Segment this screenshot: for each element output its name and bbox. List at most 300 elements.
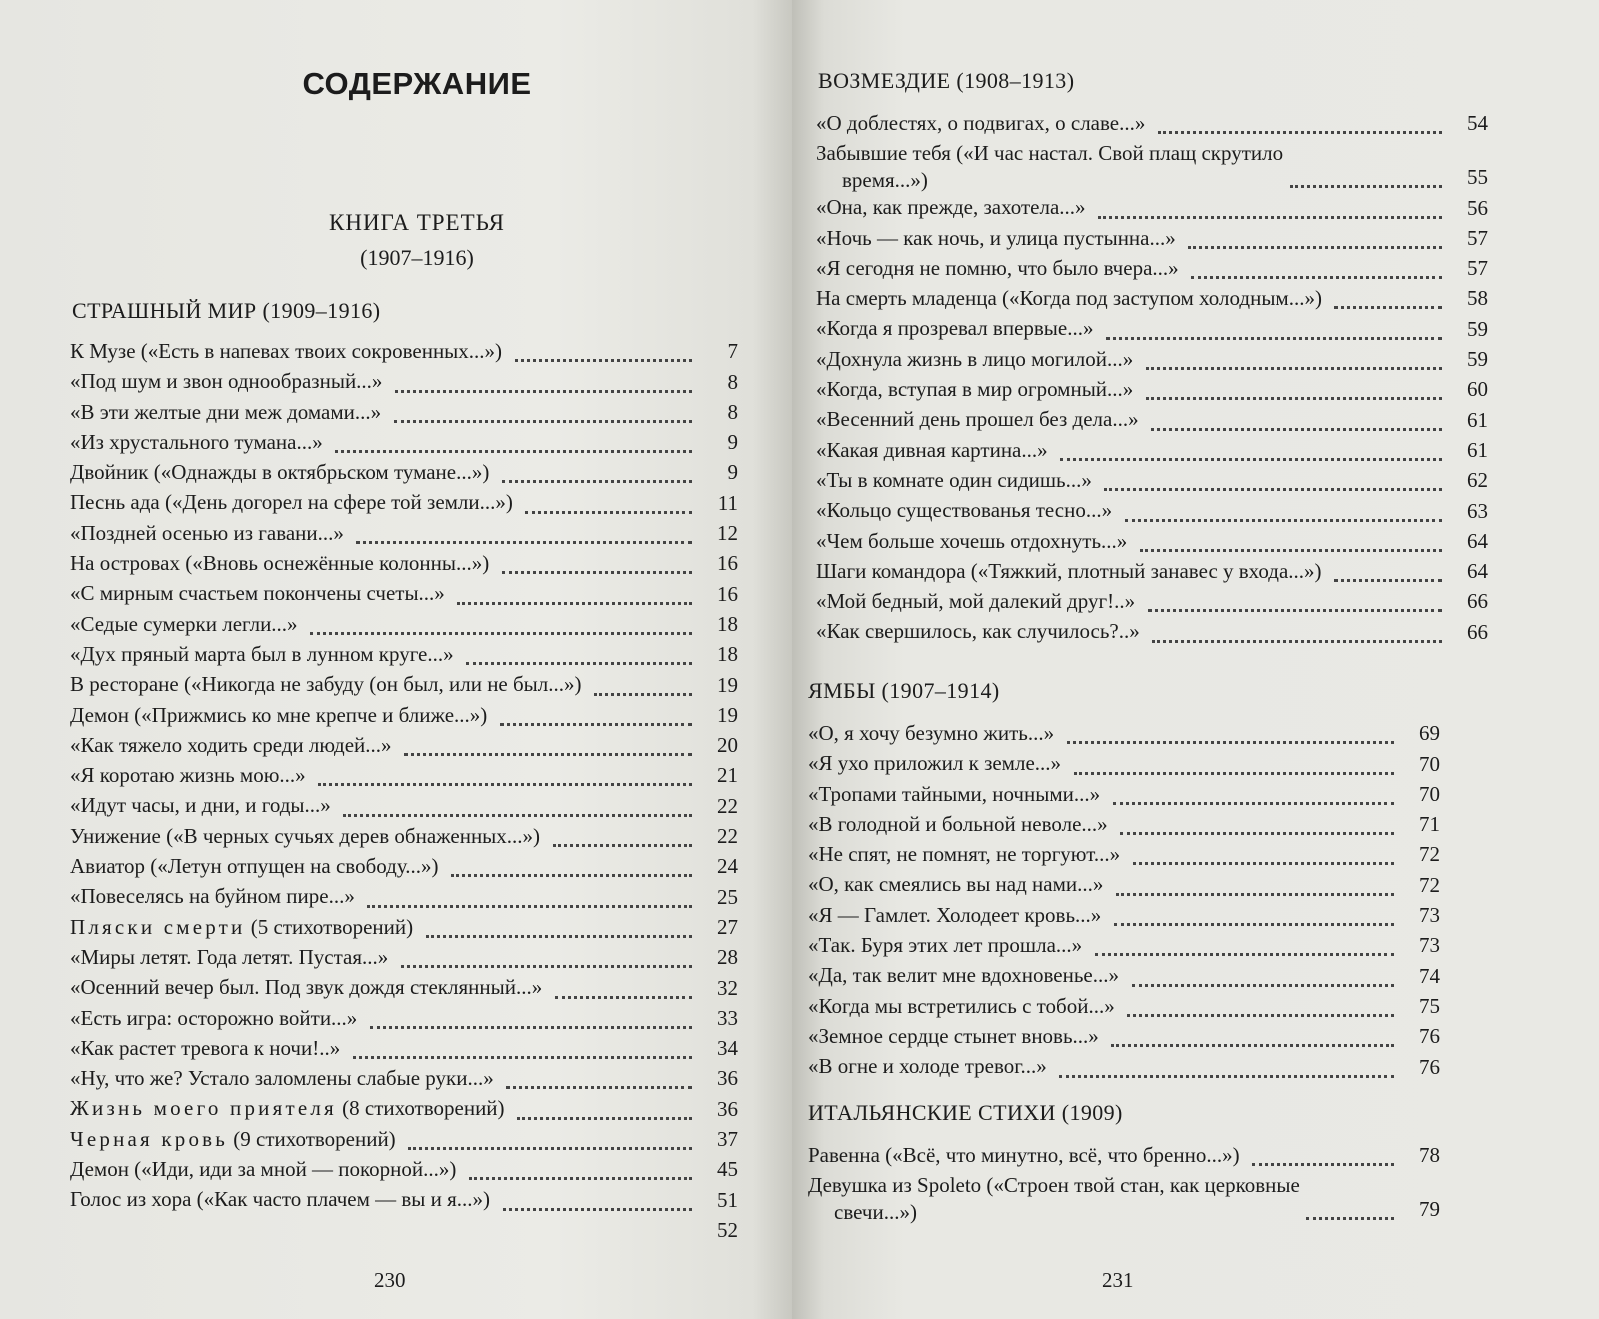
toc-entry-title-text: «Мой бедный, мой далекий друг!..»	[816, 589, 1136, 614]
dot-leader	[401, 964, 692, 968]
toc-list-left	[70, 336, 738, 1245]
dot-leader	[1067, 740, 1394, 744]
toc-entry-title-text: «Земное сердце стынет вновь...»	[808, 1023, 1099, 1048]
dot-leader	[1252, 1162, 1394, 1166]
dot-leader	[1095, 952, 1394, 956]
toc-entry	[816, 616, 1488, 646]
book-years: (1907–1916)	[360, 245, 474, 270]
toc-entry	[70, 1003, 738, 1033]
toc-entry-page: 16	[717, 551, 738, 576]
page-number-right: 231	[1102, 1268, 1134, 1292]
toc-entry	[808, 991, 1440, 1021]
toc-entry-page: 59	[1467, 316, 1488, 341]
toc-entry-title-text: «Тропами тайными, ночными...»	[808, 781, 1101, 806]
toc-entry	[808, 839, 1440, 869]
toc-entry-page: 8	[727, 399, 738, 424]
toc-entry	[70, 609, 738, 639]
toc-entry-title-text: «Я сегодня не помню, что было вчера...»	[816, 255, 1179, 280]
dot-leader	[1152, 639, 1442, 643]
toc-entry	[70, 639, 738, 669]
toc-entry-title-text: «Из хрустального тумана...»	[70, 429, 323, 454]
toc-entry-title	[816, 374, 1139, 404]
dot-leader	[506, 1085, 692, 1089]
toc-entry-title-text: Девушка из Spoleto («Строен твой стан, как церковные	[808, 1173, 1300, 1198]
toc-entry-title	[816, 223, 1182, 253]
toc-entry-title-text: «Дохнула жизнь в лицо могилой...»	[816, 346, 1134, 371]
toc-entry-title	[70, 639, 460, 669]
toc-entry-page: 8	[727, 369, 738, 394]
toc-entry-title-text: К Музе («Есть в напевах твоих сокровенных...»)	[70, 339, 503, 363]
toc-entry	[816, 374, 1488, 404]
toc-entry-page: 73	[1419, 933, 1440, 958]
toc-entry-page: 9	[727, 430, 738, 455]
toc-entry	[70, 397, 738, 427]
dot-leader	[502, 479, 692, 483]
dot-leader	[515, 358, 692, 362]
toc-entry-page: 19	[717, 702, 738, 727]
toc-entry-title	[70, 972, 548, 1002]
dot-leader	[356, 540, 692, 544]
toc-entry-page: 63	[1467, 498, 1488, 523]
toc-entry	[816, 465, 1488, 495]
toc-entry	[70, 1093, 738, 1123]
toc-entry-page: 19	[717, 672, 738, 697]
toc-entry	[816, 526, 1488, 556]
toc-entry-page: 72	[1419, 872, 1440, 897]
dot-leader	[457, 601, 692, 605]
toc-entry-title-text: Голос из хора («Как часто плачем — вы и я...»)	[70, 1187, 491, 1212]
toc-entry-title-text: «Чем больше хочешь отдохнуть...»	[816, 528, 1128, 553]
dot-leader	[1188, 245, 1442, 249]
cycle-count: (8 стихотворений)	[336, 1096, 505, 1121]
toc-entry-title-text: «Когда я прозревал впервые...»	[816, 316, 1094, 341]
dot-leader	[1113, 801, 1394, 805]
toc-entry-title	[816, 313, 1100, 343]
toc-entry-title	[70, 760, 312, 790]
toc-entry-title	[808, 809, 1114, 839]
toc-entry	[816, 556, 1488, 586]
toc-entry-page: 72	[1419, 842, 1440, 867]
toc-entry-page: 27	[717, 914, 738, 939]
toc-entry-title	[808, 779, 1106, 809]
dot-leader	[503, 1207, 692, 1211]
toc-entry-title	[808, 1021, 1105, 1051]
toc-entry-title-text: «Повеселясь на буйном пире...»	[70, 884, 355, 909]
toc-entry-page: 69	[1419, 721, 1440, 746]
toc-entry-page: 66	[1467, 619, 1488, 644]
toc-entry-page: 73	[1419, 903, 1440, 928]
dot-leader	[310, 631, 692, 635]
toc-entry-title-text: «Как растет тревога к ночи!..»	[70, 1035, 341, 1060]
toc-entry-title	[70, 427, 329, 457]
toc-entry-title-text: «Ты в комнате один сидишь...»	[816, 467, 1092, 492]
toc-entry-title-text: Авиатор («Летун отпущен на свободу...»)	[70, 854, 439, 879]
toc-entry-title	[70, 1003, 363, 1033]
toc-entry	[808, 748, 1440, 778]
toc-entry-title-text: «В голодной и больной неволе...»	[808, 811, 1108, 836]
toc-entry-page: 64	[1467, 559, 1488, 584]
toc-entry-page: 20	[717, 733, 738, 758]
toc-entry	[816, 108, 1488, 138]
toc-entry-title	[816, 404, 1145, 434]
toc-entry-title	[816, 192, 1092, 222]
dot-leader	[466, 661, 692, 665]
toc-entry-title-text: «Кольцо существованья тесно...»	[816, 498, 1113, 523]
toc-entry-page: 7	[727, 339, 738, 364]
toc-entry	[808, 1140, 1440, 1170]
dot-leader	[370, 1025, 692, 1029]
toc-entry-title	[808, 930, 1088, 960]
dot-leader	[451, 873, 692, 877]
dot-leader	[343, 813, 692, 817]
toc-entry	[70, 1184, 738, 1214]
toc-entry-title	[808, 900, 1107, 930]
toc-entry-page: 79	[1419, 1197, 1440, 1222]
toc-entry-title	[808, 1170, 1306, 1224]
toc-entry-page: 52	[717, 1217, 738, 1242]
toc-entry-title-text: «Какая дивная картина...»	[816, 437, 1048, 462]
toc-entry-page: 64	[1467, 528, 1488, 553]
toc-entry-page: 18	[717, 642, 738, 667]
dot-leader	[367, 904, 692, 908]
toc-entry-title-text: Забывшие тебя («И час настал. Свой плащ скрутило	[816, 141, 1284, 166]
toc-entry-title	[70, 821, 546, 851]
toc-entry-title-text: «Ночь — как ночь, и улица пустынна...»	[816, 225, 1176, 250]
dot-leader	[1059, 1074, 1394, 1078]
toc-entry-page: 61	[1467, 437, 1488, 462]
toc-entry	[808, 1021, 1440, 1051]
toc-entry-title	[70, 336, 508, 366]
toc-entry-title	[816, 465, 1098, 495]
toc-entry-title-text: «Когда, вступая в мир огромный...»	[816, 377, 1134, 402]
dot-leader	[517, 1116, 692, 1120]
toc-entry-page: 22	[717, 793, 738, 818]
toc-entry-page: 9	[727, 460, 738, 485]
toc-entry-title	[70, 851, 444, 881]
toc-entry-title-text: «Идут часы, и дни, и годы...»	[70, 793, 331, 818]
toc-entry-title-text: Двойник («Однажды в октябрьском тумане...»)	[70, 460, 490, 485]
toc-entry-title	[70, 578, 451, 608]
toc-entry	[70, 1063, 738, 1093]
toc-entry-title-text: В ресторане («Никогда не забуду (он был, или не был...»)	[70, 672, 582, 697]
toc-entry	[70, 336, 738, 366]
toc-entry	[808, 1170, 1440, 1224]
toc-entry-page: 51	[717, 1187, 738, 1212]
toc-entry-title	[816, 526, 1133, 556]
toc-entry-page: 76	[1419, 1024, 1440, 1049]
toc-entry-title-text: «О доблестях, о подвигах, о славе...»	[816, 111, 1146, 135]
toc-list	[816, 108, 1488, 647]
dot-leader	[1146, 396, 1442, 400]
toc-entry-page: 60	[1467, 377, 1488, 402]
dot-leader	[1191, 275, 1442, 279]
toc-entry-page: 34	[717, 1036, 738, 1061]
toc-entry-title-text: «С мирным счастьем покончены счеты...»	[70, 581, 445, 606]
toc-entry	[70, 730, 738, 760]
toc-entry-page: 66	[1467, 589, 1488, 614]
toc-entry-title-text: Равенна («Всё, что минутно, всё, что бренно...»)	[808, 1143, 1240, 1167]
cycle-title: Жизнь моего приятеля	[70, 1096, 337, 1121]
toc-entry-title-text: «Не спят, не помнят, не торгуют...»	[808, 842, 1121, 867]
toc-entry-title-text: «Ну, что же? Устало заломлены слабые руки...»	[70, 1066, 494, 1091]
toc-entry	[70, 1154, 738, 1184]
toc-entry-title	[70, 518, 350, 548]
toc-entry-title-text: «Дух пряный марта был в лунном круге...»	[70, 641, 454, 666]
dot-leader	[1114, 922, 1394, 926]
toc-entry	[816, 192, 1488, 222]
toc-entry	[70, 821, 738, 851]
dot-leader	[469, 1176, 692, 1180]
toc-entry	[70, 457, 738, 487]
dot-leader	[353, 1055, 692, 1059]
toc-entry-title-text: «О, я хочу безумно жить...»	[808, 721, 1055, 745]
toc-entry	[70, 518, 738, 548]
toc-entry-title-text: На смерть младенца («Когда под заступом холодным...»)	[816, 286, 1322, 311]
toc-entry-title-text: «О, как смеялись вы над нами...»	[808, 872, 1104, 897]
toc-list	[808, 1140, 1440, 1224]
toc-entry-title	[808, 748, 1067, 778]
dot-leader	[1334, 305, 1442, 309]
toc-entry-title	[70, 1063, 500, 1093]
page-number-left: 230	[374, 1268, 406, 1292]
dot-leader	[1060, 457, 1442, 461]
toc-entry-title	[70, 790, 337, 820]
toc-entry-title	[816, 495, 1118, 525]
toc-entry-title	[816, 344, 1139, 374]
toc-entry-title	[70, 487, 519, 517]
toc-entry-title	[70, 881, 361, 911]
toc-entry	[70, 548, 738, 578]
toc-entry-title	[808, 869, 1109, 899]
toc-entry	[808, 930, 1440, 960]
contents-heading: СОДЕРЖАНИЕ	[302, 66, 532, 101]
toc-entry	[70, 700, 738, 730]
dot-leader	[1074, 771, 1394, 775]
toc-entry-page: 70	[1419, 751, 1440, 776]
dot-leader	[1127, 1013, 1394, 1017]
toc-entry-title-text: «Да, так велит мне вдохновенье...»	[808, 963, 1120, 988]
toc-entry-page: 37	[717, 1127, 738, 1152]
dot-leader	[525, 510, 692, 514]
cycle-count: (5 стихотворений)	[245, 914, 414, 939]
dot-leader	[1290, 184, 1442, 188]
toc-entry-title-continued: свечи...»)	[834, 1200, 917, 1225]
dot-leader	[1146, 366, 1442, 370]
toc-entry-page: 45	[717, 1157, 738, 1182]
toc-entry-title	[70, 609, 304, 639]
toc-entry	[70, 1033, 738, 1063]
toc-entry	[816, 586, 1488, 616]
section-title: ИТАЛЬЯНСКИЕ СТИХИ (1909)	[808, 1100, 1123, 1125]
toc-entry	[70, 487, 738, 517]
toc-entry-page: 18	[717, 611, 738, 636]
dot-leader	[1158, 130, 1442, 134]
toc-entry-title	[816, 616, 1146, 646]
toc-entry	[70, 366, 738, 396]
toc-entry-page: 70	[1419, 781, 1440, 806]
toc-entry-title	[70, 700, 493, 730]
toc-entry	[70, 760, 738, 790]
toc-entry-page: 28	[717, 945, 738, 970]
toc-entry-title	[816, 586, 1141, 616]
toc-entry	[808, 809, 1440, 839]
toc-entry	[808, 779, 1440, 809]
toc-entry-page: 76	[1419, 1054, 1440, 1079]
toc-entry-title	[70, 1033, 346, 1063]
toc-list	[808, 718, 1440, 1082]
toc-entry-page: 36	[717, 1066, 738, 1091]
toc-entry	[70, 912, 738, 942]
toc-entry	[70, 578, 738, 608]
toc-entry-title-text: «Седые сумерки легли...»	[70, 611, 298, 636]
toc-entry	[808, 1051, 1440, 1081]
toc-entry-title	[70, 1184, 496, 1214]
dot-leader	[404, 752, 692, 756]
toc-entry-title-text: «В огне и холоде тревог...»	[808, 1054, 1047, 1079]
toc-entry-title-text: «Я — Гамлет. Холодеет кровь...»	[808, 902, 1102, 927]
toc-entry-title	[808, 960, 1125, 990]
toc-entry-page: 12	[717, 521, 738, 546]
toc-entry	[70, 669, 738, 699]
toc-entry-title-text: «Миры летят. Года летят. Пустая...»	[70, 944, 389, 969]
dot-leader	[1132, 983, 1394, 987]
toc-entry-title-text: На островах («Вновь оснежённые колонны...»)	[70, 551, 490, 576]
toc-entry-title	[70, 548, 495, 578]
toc-entry-title	[70, 730, 398, 760]
toc-entry-title	[816, 138, 1289, 192]
toc-entry-title-text: «Как тяжело ходить среди людей...»	[70, 732, 392, 757]
toc-entry-title	[70, 1124, 402, 1154]
dot-leader	[408, 1146, 692, 1150]
toc-entry-page: 36	[717, 1096, 738, 1121]
toc-entry-page: 78	[1419, 1143, 1440, 1168]
toc-entry-title	[70, 942, 394, 972]
dot-leader	[1104, 487, 1442, 491]
toc-entry	[70, 972, 738, 1002]
toc-entry-title-text: «Весенний день прошел без дела...»	[816, 407, 1139, 432]
toc-entry	[70, 1124, 738, 1154]
toc-entry	[816, 283, 1488, 313]
toc-entry-title	[816, 108, 1151, 138]
toc-entry-title	[70, 1154, 462, 1184]
book-title: КНИГА ТРЕТЬЯ	[329, 210, 505, 235]
toc-entry	[808, 869, 1440, 899]
toc-entry-page: 62	[1467, 468, 1488, 493]
toc-entry-title-text: Демон («Иди, иди за мной — покорной...»)	[70, 1157, 457, 1182]
dot-leader	[1133, 861, 1394, 865]
toc-entry	[816, 313, 1488, 343]
toc-entry	[816, 223, 1488, 253]
toc-entry-title	[808, 1140, 1246, 1170]
toc-entry-page: 71	[1419, 812, 1440, 837]
toc-entry-title-text: Демон («Прижмись ко мне крепче и ближе...»)	[70, 702, 488, 727]
toc-entry-title-text: «Осенний вечер был. Под звук дождя стеклянный...»	[70, 975, 543, 1000]
toc-entry-title-text: «Под шум и звон однообразный...»	[70, 369, 383, 394]
dot-leader	[1148, 608, 1442, 612]
toc-entry-title	[70, 669, 588, 699]
dot-leader	[1334, 578, 1442, 582]
toc-entry-title	[816, 556, 1328, 586]
dot-leader	[318, 782, 692, 786]
toc-entry-page: 61	[1467, 407, 1488, 432]
toc-entry-page: 55	[1467, 165, 1488, 190]
toc-entry-page: 24	[717, 854, 738, 879]
toc-entry	[816, 495, 1488, 525]
toc-entry	[70, 790, 738, 820]
toc-entry-title	[808, 1051, 1053, 1081]
toc-entry-page: 25	[717, 884, 738, 909]
dot-leader	[1116, 892, 1394, 896]
dot-leader	[1140, 548, 1442, 552]
toc-entry-page: 22	[717, 824, 738, 849]
toc-entry	[816, 404, 1488, 434]
toc-entry	[70, 851, 738, 881]
toc-entry	[808, 960, 1440, 990]
toc-entry-title	[816, 283, 1328, 313]
toc-entry-page: 56	[1467, 195, 1488, 220]
dot-leader	[1125, 518, 1442, 522]
toc-entry	[816, 344, 1488, 374]
toc-entry-title-text: «Я коротаю жизнь мою...»	[70, 763, 306, 788]
toc-entry-page: 57	[1467, 225, 1488, 250]
toc-entry-title-text: Шаги командора («Тяжкий, плотный занавес у входа...»)	[816, 558, 1322, 583]
toc-entry	[70, 942, 738, 972]
toc-entry-title	[816, 253, 1185, 283]
toc-entry	[816, 138, 1488, 192]
right-page	[792, 0, 1599, 1319]
toc-entry-title-text: «Есть игра: осторожно войти...»	[70, 1005, 358, 1030]
toc-entry	[70, 881, 738, 911]
dot-leader	[1106, 336, 1442, 340]
toc-entry-title-text: «Как свершилось, как случилось?..»	[816, 619, 1140, 644]
toc-entry-title	[808, 839, 1126, 869]
toc-entry-page: 54	[1467, 111, 1488, 136]
toc-entry-title	[70, 366, 388, 396]
dot-leader	[1151, 427, 1442, 431]
section-title: ВОЗМЕЗДИЕ (1908–1913)	[818, 68, 1075, 93]
toc-entry-page: 57	[1467, 256, 1488, 281]
dot-leader	[553, 843, 692, 847]
toc-entry-title	[808, 991, 1121, 1021]
toc-entry-page: 11	[717, 490, 738, 515]
dot-leader	[555, 995, 692, 999]
toc-entry-title	[808, 718, 1060, 748]
left-page	[0, 0, 792, 1319]
dot-leader	[394, 419, 692, 423]
toc-entry	[816, 253, 1488, 283]
toc-entry-page: 32	[717, 975, 738, 1000]
toc-entry-page: 75	[1419, 993, 1440, 1018]
dot-leader	[1111, 1043, 1394, 1047]
toc-entry-title	[70, 457, 495, 487]
toc-entry-title-text: «В эти желтые дни меж домами...»	[70, 399, 382, 424]
toc-entry-title	[70, 912, 419, 942]
dot-leader	[500, 722, 692, 726]
toc-entry	[70, 427, 738, 457]
toc-entry-page: 33	[717, 1005, 738, 1030]
dot-leader	[1120, 831, 1394, 835]
cycle-title: Черная кровь	[70, 1126, 229, 1151]
dot-leader	[1306, 1216, 1394, 1220]
toc-entry-title	[816, 435, 1054, 465]
section-title: ЯМБЫ (1907–1914)	[808, 678, 1000, 703]
dot-leader	[426, 934, 692, 938]
toc-entry-title	[70, 397, 387, 427]
dot-leader	[502, 570, 692, 574]
dot-leader	[395, 389, 692, 393]
toc-entry-title-text: Песнь ада («День догорел на сфере той земли...»)	[70, 490, 513, 515]
cycle-title: Пляски смерти	[70, 914, 246, 939]
